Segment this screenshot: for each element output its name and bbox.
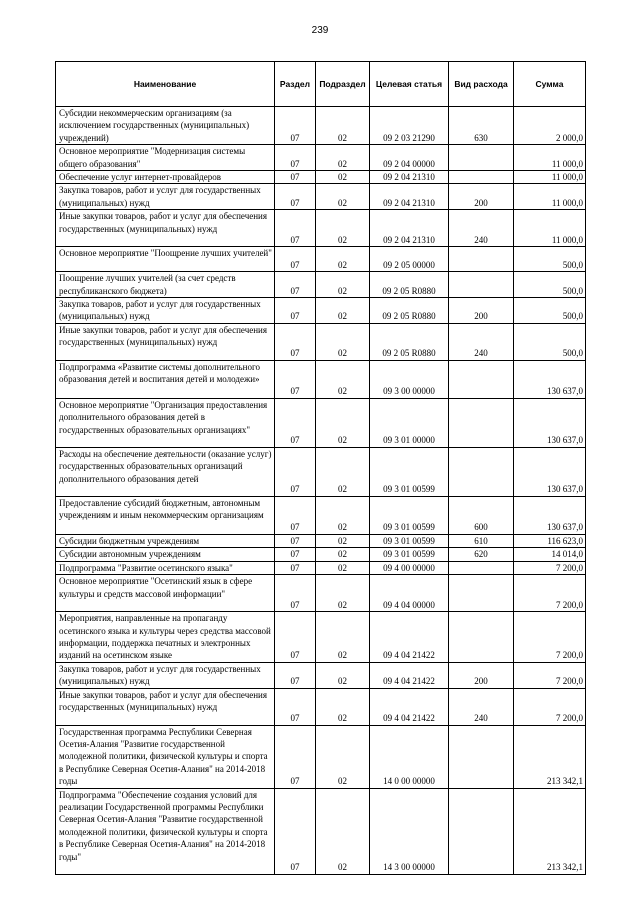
cell-target: 09 2 05 R0880 xyxy=(370,298,449,324)
cell-sum: 11 000,0 xyxy=(514,210,586,247)
cell-section: 07 xyxy=(275,575,316,612)
cell-target: 14 3 00 00000 xyxy=(370,788,449,874)
cell-section: 07 xyxy=(275,496,316,534)
table-row xyxy=(56,534,586,547)
cell-section: 07 xyxy=(275,107,316,145)
cell-name: Подпрограмма "Развитие осетинского языка" xyxy=(56,561,275,574)
cell-expense xyxy=(449,612,514,663)
cell-target: 09 2 04 21310 xyxy=(370,171,449,184)
cell-name: Государственная программа Республики Северная Осетия-Алания "Развитие государственной молодежной политики, физической культуры и спорта в Республике Северная Осетия-Алания" на 2014-2018 годы xyxy=(56,725,275,788)
table-row xyxy=(56,662,586,688)
cell-expense: 240 xyxy=(449,210,514,247)
cell-name: Закупка товаров, работ и услуг для государственных (муниципальных) нужд xyxy=(56,662,275,688)
cell-name: Мероприятия, направленные на пропаганду осетинского языка и культуры через средства массовой информации, поддержка печатных и электронных изданий на осетинском языке xyxy=(56,612,275,663)
cell-sum: 130 637,0 xyxy=(514,360,586,398)
table-row xyxy=(56,447,586,496)
cell-name: Основное мероприятие "Организация предоставления дополнительного образования детей в государственных образовательных организациях" xyxy=(56,398,275,447)
table-row xyxy=(56,561,586,574)
cell-section: 07 xyxy=(275,184,316,210)
cell-subsection: 02 xyxy=(316,210,370,247)
cell-subsection: 02 xyxy=(316,184,370,210)
cell-sum: 7 200,0 xyxy=(514,575,586,612)
cell-subsection: 02 xyxy=(316,447,370,496)
cell-sum: 130 637,0 xyxy=(514,398,586,447)
cell-name: Основное мероприятие "Модернизация системы общего образования" xyxy=(56,145,275,171)
cell-name: Иные закупки товаров, работ и услуг для обеспечения государственных (муниципальных) нужд xyxy=(56,210,275,247)
cell-target: 09 3 01 00599 xyxy=(370,447,449,496)
header-section: Раздел xyxy=(275,62,316,107)
cell-subsection: 02 xyxy=(316,398,370,447)
cell-expense: 620 xyxy=(449,548,514,561)
cell-section: 07 xyxy=(275,210,316,247)
cell-section: 07 xyxy=(275,662,316,688)
cell-target: 09 4 04 00000 xyxy=(370,575,449,612)
cell-target: 09 2 05 R0880 xyxy=(370,272,449,298)
cell-subsection: 02 xyxy=(316,145,370,171)
cell-name: Субсидии автономным учреждениям xyxy=(56,548,275,561)
cell-section: 07 xyxy=(275,145,316,171)
cell-name: Иные закупки товаров, работ и услуг для обеспечения государственных (муниципальных) нужд xyxy=(56,688,275,725)
cell-section: 07 xyxy=(275,534,316,547)
cell-target: 09 4 04 21422 xyxy=(370,688,449,725)
cell-name: Расходы на обеспечение деятельности (оказание услуг) государственных образовательных организаций дополнительного образования детей xyxy=(56,447,275,496)
cell-sum: 7 200,0 xyxy=(514,561,586,574)
table-body xyxy=(56,107,586,875)
cell-section: 07 xyxy=(275,548,316,561)
cell-sum: 500,0 xyxy=(514,298,586,324)
cell-section: 07 xyxy=(275,612,316,663)
cell-subsection: 02 xyxy=(316,247,370,272)
cell-name: Поощрение лучших учителей (за счет средств республиканского бюджета) xyxy=(56,272,275,298)
cell-section: 07 xyxy=(275,398,316,447)
cell-target: 09 3 01 00599 xyxy=(370,496,449,534)
header-sum: Сумма xyxy=(514,62,586,107)
header-name: Наименование xyxy=(56,62,275,107)
cell-sum: 11 000,0 xyxy=(514,145,586,171)
table-row xyxy=(56,575,586,612)
cell-name: Субсидии некоммерческим организациям (за исключением государственных (муниципальных) учреждений) xyxy=(56,107,275,145)
cell-subsection: 02 xyxy=(316,496,370,534)
cell-target: 09 2 05 R0880 xyxy=(370,323,449,360)
table-row xyxy=(56,496,586,534)
table-row xyxy=(56,107,586,145)
cell-target: 09 3 01 00599 xyxy=(370,548,449,561)
table-row xyxy=(56,184,586,210)
table-row xyxy=(56,688,586,725)
cell-subsection: 02 xyxy=(316,688,370,725)
cell-expense: 240 xyxy=(449,688,514,725)
cell-section: 07 xyxy=(275,298,316,324)
cell-expense xyxy=(449,272,514,298)
cell-section: 07 xyxy=(275,447,316,496)
cell-name: Иные закупки товаров, работ и услуг для обеспечения государственных (муниципальных) нужд xyxy=(56,323,275,360)
cell-subsection: 02 xyxy=(316,548,370,561)
cell-name: Подпрограмма "Обеспечение создания условий для реализации Государственной программы Республики Северная Осетия-Алания "Развитие государственной молодежной политики, физической культуры и спорта в Республике Северная Осетия-Алания" на 2014-2018 годы" xyxy=(56,788,275,874)
cell-sum: 213 342,1 xyxy=(514,725,586,788)
cell-target: 09 3 01 00000 xyxy=(370,398,449,447)
cell-sum: 500,0 xyxy=(514,323,586,360)
header-expense: Вид расхода xyxy=(449,62,514,107)
cell-section: 07 xyxy=(275,360,316,398)
cell-sum: 11 000,0 xyxy=(514,171,586,184)
cell-subsection: 02 xyxy=(316,561,370,574)
cell-subsection: 02 xyxy=(316,662,370,688)
cell-section: 07 xyxy=(275,788,316,874)
cell-subsection: 02 xyxy=(316,788,370,874)
cell-subsection: 02 xyxy=(316,272,370,298)
cell-section: 07 xyxy=(275,323,316,360)
table-row xyxy=(56,272,586,298)
table-row xyxy=(56,548,586,561)
cell-expense xyxy=(449,398,514,447)
table-row xyxy=(56,247,586,272)
cell-target: 09 2 05 00000 xyxy=(370,247,449,272)
table-row xyxy=(56,725,586,788)
cell-name: Подпрограмма «Развитие системы дополнительного образования детей и воспитания детей и молодежи» xyxy=(56,360,275,398)
cell-expense xyxy=(449,561,514,574)
cell-target: 09 4 04 21422 xyxy=(370,612,449,663)
cell-subsection: 02 xyxy=(316,534,370,547)
header-target: Целевая статья xyxy=(370,62,449,107)
cell-target: 09 2 04 00000 xyxy=(370,145,449,171)
cell-subsection: 02 xyxy=(316,171,370,184)
cell-subsection: 02 xyxy=(316,725,370,788)
table-row xyxy=(56,171,586,184)
cell-subsection: 02 xyxy=(316,360,370,398)
cell-expense xyxy=(449,725,514,788)
cell-target: 09 2 03 21290 xyxy=(370,107,449,145)
cell-sum: 14 014,0 xyxy=(514,548,586,561)
cell-section: 07 xyxy=(275,247,316,272)
cell-section: 07 xyxy=(275,688,316,725)
cell-expense: 630 xyxy=(449,107,514,145)
cell-subsection: 02 xyxy=(316,107,370,145)
cell-section: 07 xyxy=(275,272,316,298)
cell-expense xyxy=(449,447,514,496)
table-row xyxy=(56,210,586,247)
table-header-row xyxy=(56,62,586,107)
cell-name: Закупка товаров, работ и услуг для государственных (муниципальных) нужд xyxy=(56,298,275,324)
table-row xyxy=(56,323,586,360)
table-row xyxy=(56,145,586,171)
cell-sum: 130 637,0 xyxy=(514,447,586,496)
cell-sum: 130 637,0 xyxy=(514,496,586,534)
cell-expense xyxy=(449,575,514,612)
cell-expense: 200 xyxy=(449,662,514,688)
cell-expense xyxy=(449,360,514,398)
cell-sum: 116 623,0 xyxy=(514,534,586,547)
cell-sum: 500,0 xyxy=(514,272,586,298)
cell-name: Закупка товаров, работ и услуг для государственных (муниципальных) нужд xyxy=(56,184,275,210)
cell-expense: 240 xyxy=(449,323,514,360)
cell-name: Обеспечение услуг интернет-провайдеров xyxy=(56,171,275,184)
budget-table xyxy=(55,61,586,875)
cell-target: 09 3 01 00599 xyxy=(370,534,449,547)
cell-expense xyxy=(449,145,514,171)
cell-name: Субсидии бюджетным учреждениям xyxy=(56,534,275,547)
cell-target: 14 0 00 00000 xyxy=(370,725,449,788)
cell-section: 07 xyxy=(275,171,316,184)
cell-section: 07 xyxy=(275,561,316,574)
cell-target: 09 4 00 00000 xyxy=(370,561,449,574)
cell-expense: 200 xyxy=(449,184,514,210)
cell-sum: 11 000,0 xyxy=(514,184,586,210)
cell-expense: 610 xyxy=(449,534,514,547)
cell-expense: 600 xyxy=(449,496,514,534)
cell-expense: 200 xyxy=(449,298,514,324)
cell-name: Предоставление субсидий бюджетным, автономным учреждениям и иным некоммерческим организациям xyxy=(56,496,275,534)
cell-subsection: 02 xyxy=(316,612,370,663)
cell-sum: 7 200,0 xyxy=(514,688,586,725)
cell-section: 07 xyxy=(275,725,316,788)
cell-expense xyxy=(449,171,514,184)
cell-target: 09 2 04 21310 xyxy=(370,184,449,210)
table-row xyxy=(56,298,586,324)
cell-subsection: 02 xyxy=(316,298,370,324)
cell-target: 09 2 04 21310 xyxy=(370,210,449,247)
cell-subsection: 02 xyxy=(316,575,370,612)
cell-name: Основное мероприятие "Поощрение лучших учителей" xyxy=(56,247,275,272)
cell-target: 09 3 00 00000 xyxy=(370,360,449,398)
table-row xyxy=(56,360,586,398)
cell-target: 09 4 04 21422 xyxy=(370,662,449,688)
cell-sum: 500,0 xyxy=(514,247,586,272)
cell-expense xyxy=(449,247,514,272)
table-row xyxy=(56,612,586,663)
table-row xyxy=(56,398,586,447)
table-row xyxy=(56,788,586,874)
cell-name: Основное мероприятие "Осетинский язык в сфере культуры и средств массовой информации" xyxy=(56,575,275,612)
header-subsection: Подраздел xyxy=(316,62,370,107)
cell-expense xyxy=(449,788,514,874)
cell-sum: 2 000,0 xyxy=(514,107,586,145)
cell-sum: 7 200,0 xyxy=(514,612,586,663)
page-number: 239 xyxy=(311,25,329,36)
cell-sum: 213 342,1 xyxy=(514,788,586,874)
cell-subsection: 02 xyxy=(316,323,370,360)
cell-sum: 7 200,0 xyxy=(514,662,586,688)
